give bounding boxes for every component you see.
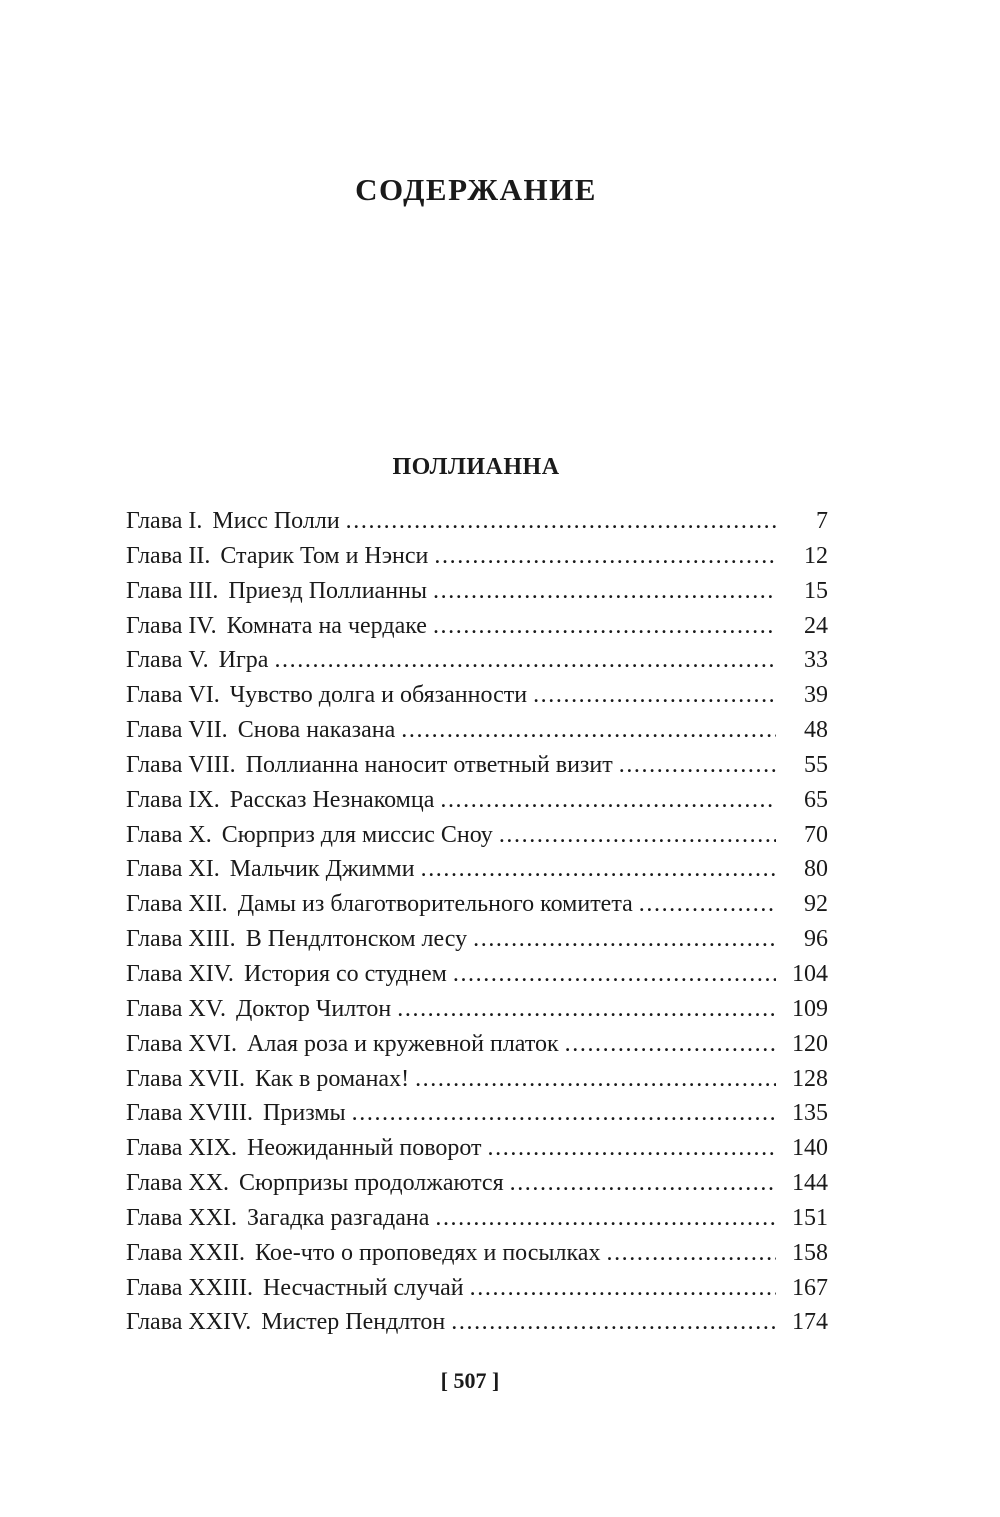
toc-chapter-number: Глава VII. bbox=[126, 717, 228, 744]
toc-entry[interactable] bbox=[126, 1062, 828, 1097]
toc-page-number: 96 bbox=[804, 926, 828, 953]
toc-chapter-number: Глава IV. bbox=[126, 612, 217, 639]
toc-entry[interactable] bbox=[126, 1027, 828, 1062]
toc-page-number: 120 bbox=[792, 1030, 828, 1057]
toc-chapter-title: Несчастный случай bbox=[263, 1274, 464, 1301]
toc-chapter-number: Глава IX. bbox=[126, 786, 220, 813]
toc-entry[interactable] bbox=[126, 818, 828, 853]
toc-chapter-title: Старик Том и Нэнси bbox=[220, 542, 429, 569]
toc-entry-label bbox=[126, 1201, 429, 1236]
dot-leader bbox=[397, 992, 776, 1027]
dot-leader bbox=[433, 609, 776, 644]
toc-entry-label bbox=[126, 539, 428, 574]
dot-leader bbox=[421, 852, 776, 887]
dot-leader bbox=[639, 887, 776, 922]
toc-entry-label bbox=[126, 818, 493, 853]
dot-leader bbox=[451, 1305, 776, 1340]
toc-page-number: 48 bbox=[804, 717, 828, 744]
toc-chapter-title: Как в романах! bbox=[255, 1065, 410, 1092]
toc-page-number: 70 bbox=[804, 821, 828, 848]
toc-chapter-number: Глава XX. bbox=[126, 1170, 230, 1197]
toc-entry-label bbox=[126, 992, 391, 1027]
dot-leader bbox=[415, 1062, 776, 1097]
toc-chapter-number: Глава XIV. bbox=[126, 960, 234, 987]
toc-entry[interactable] bbox=[126, 852, 828, 887]
toc-page-number: 80 bbox=[804, 856, 828, 883]
toc-chapter-number: Глава V. bbox=[126, 647, 209, 674]
section-title: ПОЛЛИАННА bbox=[392, 454, 560, 480]
toc-chapter-title: Алая роза и кружевной платок bbox=[247, 1030, 559, 1057]
toc-chapter-number: Глава XXIV. bbox=[126, 1309, 252, 1336]
toc-page-number: 7 bbox=[816, 508, 828, 534]
toc-page-number: 135 bbox=[792, 1100, 828, 1127]
toc-chapter-number: Глава III. bbox=[126, 577, 219, 604]
toc-entry[interactable] bbox=[126, 643, 828, 678]
dot-leader bbox=[274, 643, 776, 678]
dot-leader bbox=[470, 1271, 776, 1306]
toc-entry[interactable] bbox=[126, 957, 828, 992]
toc-chapter-title: Приезд Поллианны bbox=[228, 577, 427, 604]
toc-chapter-number: Глава XV. bbox=[126, 995, 226, 1022]
toc-page-number: 33 bbox=[804, 647, 828, 674]
toc-entry-label bbox=[126, 1131, 482, 1166]
dot-leader bbox=[533, 678, 776, 713]
toc-chapter-number: Глава VIII. bbox=[126, 751, 236, 778]
toc-page-number: 174 bbox=[792, 1309, 828, 1336]
dot-leader bbox=[499, 818, 776, 853]
toc-chapter-number: Глава XVIII. bbox=[126, 1100, 254, 1127]
toc-chapter-number: Глава XXIII. bbox=[126, 1274, 254, 1301]
toc-chapter-number: Глава XVII. bbox=[126, 1065, 246, 1092]
toc-page-number: 39 bbox=[804, 682, 828, 709]
toc-chapter-number: Глава XI. bbox=[126, 856, 220, 883]
toc-page-number: 158 bbox=[792, 1239, 828, 1266]
toc-entry-label bbox=[126, 1271, 464, 1306]
dot-leader bbox=[352, 1096, 776, 1131]
toc-entry-label bbox=[126, 643, 268, 678]
toc-entry-label bbox=[126, 783, 434, 818]
toc-chapter-number: Глава XIX. bbox=[126, 1135, 238, 1162]
toc-entry-label bbox=[126, 748, 613, 783]
toc-chapter-title: Комната на чердаке bbox=[226, 612, 427, 639]
toc-chapter-title: Сюрприз для миссис Сноу bbox=[221, 821, 493, 848]
toc-entry[interactable] bbox=[126, 992, 828, 1027]
toc-entry[interactable] bbox=[126, 1305, 828, 1340]
dot-leader bbox=[473, 922, 776, 957]
toc-page-number: 151 bbox=[792, 1204, 828, 1231]
toc-entry-label bbox=[126, 887, 633, 922]
toc-chapter-title: Неожиданный поворот bbox=[247, 1135, 482, 1162]
toc-page-number: 109 bbox=[792, 995, 828, 1022]
toc-chapter-title: Мисс Полли bbox=[212, 508, 340, 534]
toc-chapter-title: История со студнем bbox=[243, 960, 447, 987]
toc-page-number: 12 bbox=[804, 542, 828, 569]
toc-chapter-title: Мальчик Джимми bbox=[229, 856, 415, 883]
toc-entry[interactable] bbox=[126, 574, 828, 609]
toc-chapter-title: Дамы из благотворительного комитета bbox=[237, 891, 633, 918]
toc-entry[interactable] bbox=[126, 922, 828, 957]
toc-entry[interactable] bbox=[126, 1166, 828, 1201]
toc-chapter-title: Загадка разгадана bbox=[247, 1204, 430, 1231]
toc-page-number: 104 bbox=[792, 960, 828, 987]
toc-entry[interactable] bbox=[126, 713, 828, 748]
dot-leader bbox=[435, 1201, 776, 1236]
toc-chapter-title: Игра bbox=[218, 647, 269, 674]
toc-chapter-title: Доктор Чилтон bbox=[235, 995, 392, 1022]
toc-entry-label bbox=[126, 678, 527, 713]
page-number: [ 507 ] bbox=[440, 1368, 500, 1393]
toc-entry-label bbox=[126, 957, 447, 992]
toc-chapter-title: В Пендлтонском лесу bbox=[245, 926, 468, 953]
toc-page-number: 140 bbox=[792, 1135, 828, 1162]
toc-entry-label bbox=[126, 1062, 409, 1097]
toc-entry[interactable] bbox=[126, 1271, 828, 1306]
toc-entry[interactable] bbox=[126, 539, 828, 574]
toc-chapter-title: Снова наказана bbox=[237, 717, 396, 744]
toc-entry-label bbox=[126, 852, 415, 887]
toc-entry-label bbox=[126, 609, 427, 644]
table-of-contents bbox=[126, 504, 828, 1340]
toc-entry[interactable] bbox=[126, 1201, 828, 1236]
dot-leader bbox=[488, 1131, 776, 1166]
toc-chapter-title: Мистер Пендлтон bbox=[261, 1309, 446, 1336]
dot-leader bbox=[606, 1236, 776, 1271]
toc-chapter-title: Рассказ Незнакомца bbox=[229, 786, 435, 813]
toc-entry-label bbox=[126, 1096, 346, 1131]
toc-entry-label bbox=[126, 574, 427, 609]
dot-leader bbox=[346, 504, 776, 539]
toc-entry[interactable] bbox=[126, 887, 828, 922]
dot-leader bbox=[433, 574, 776, 609]
toc-entry-label bbox=[126, 713, 395, 748]
toc-chapter-number: Глава I. bbox=[126, 508, 203, 534]
toc-page-number: 55 bbox=[804, 751, 828, 778]
toc-page-number: 65 bbox=[804, 786, 828, 813]
toc-entry[interactable] bbox=[126, 609, 828, 644]
toc-chapter-title: Сюрпризы продолжаются bbox=[239, 1170, 504, 1197]
toc-entry[interactable] bbox=[126, 1096, 828, 1131]
page-title: СОДЕРЖАНИЕ bbox=[355, 172, 597, 207]
dot-leader bbox=[401, 713, 776, 748]
toc-page-number: 167 bbox=[792, 1274, 828, 1301]
toc-chapter-number: Глава XVI. bbox=[126, 1030, 238, 1057]
toc-entry[interactable] bbox=[126, 748, 828, 783]
dot-leader bbox=[565, 1027, 776, 1062]
toc-entry[interactable] bbox=[126, 678, 828, 713]
toc-page-number: 144 bbox=[792, 1170, 828, 1197]
toc-page-number: 92 bbox=[804, 891, 828, 918]
dot-leader bbox=[619, 748, 776, 783]
toc-page-number: 24 bbox=[804, 612, 828, 639]
toc-entry-label bbox=[126, 1305, 445, 1340]
dot-leader bbox=[453, 957, 776, 992]
toc-chapter-number: Глава VI. bbox=[126, 682, 220, 709]
dot-leader bbox=[440, 783, 776, 818]
toc-entry-label bbox=[126, 1166, 504, 1201]
toc-page-number: 15 bbox=[804, 577, 828, 604]
toc-chapter-number: Глава XIII. bbox=[126, 926, 236, 953]
toc-chapter-number: Глава XXII. bbox=[126, 1239, 246, 1266]
toc-chapter-title: Поллианна наносит ответный визит bbox=[245, 751, 613, 778]
toc-chapter-number: Глава X. bbox=[126, 821, 212, 848]
dot-leader bbox=[510, 1166, 776, 1201]
toc-entry-label bbox=[126, 504, 340, 539]
toc-page-number: 128 bbox=[792, 1065, 828, 1092]
toc-chapter-title: Чувство долга и обязанности bbox=[229, 682, 528, 709]
dot-leader bbox=[434, 539, 776, 574]
toc-entry-label bbox=[126, 922, 467, 957]
toc-entry[interactable] bbox=[126, 1236, 828, 1271]
toc-entry[interactable] bbox=[126, 783, 828, 818]
toc-entry-label bbox=[126, 1236, 600, 1271]
toc-entry[interactable] bbox=[126, 1131, 828, 1166]
toc-chapter-number: Глава XII. bbox=[126, 891, 228, 918]
toc-chapter-number: Глава II. bbox=[126, 542, 211, 569]
toc-chapter-number: Глава XXI. bbox=[126, 1204, 238, 1231]
toc-chapter-title: Кое-что о проповедях и посылках bbox=[255, 1239, 601, 1266]
toc-entry-label bbox=[126, 1027, 559, 1062]
toc-chapter-title: Призмы bbox=[263, 1100, 346, 1127]
toc-entry[interactable] bbox=[126, 504, 828, 539]
